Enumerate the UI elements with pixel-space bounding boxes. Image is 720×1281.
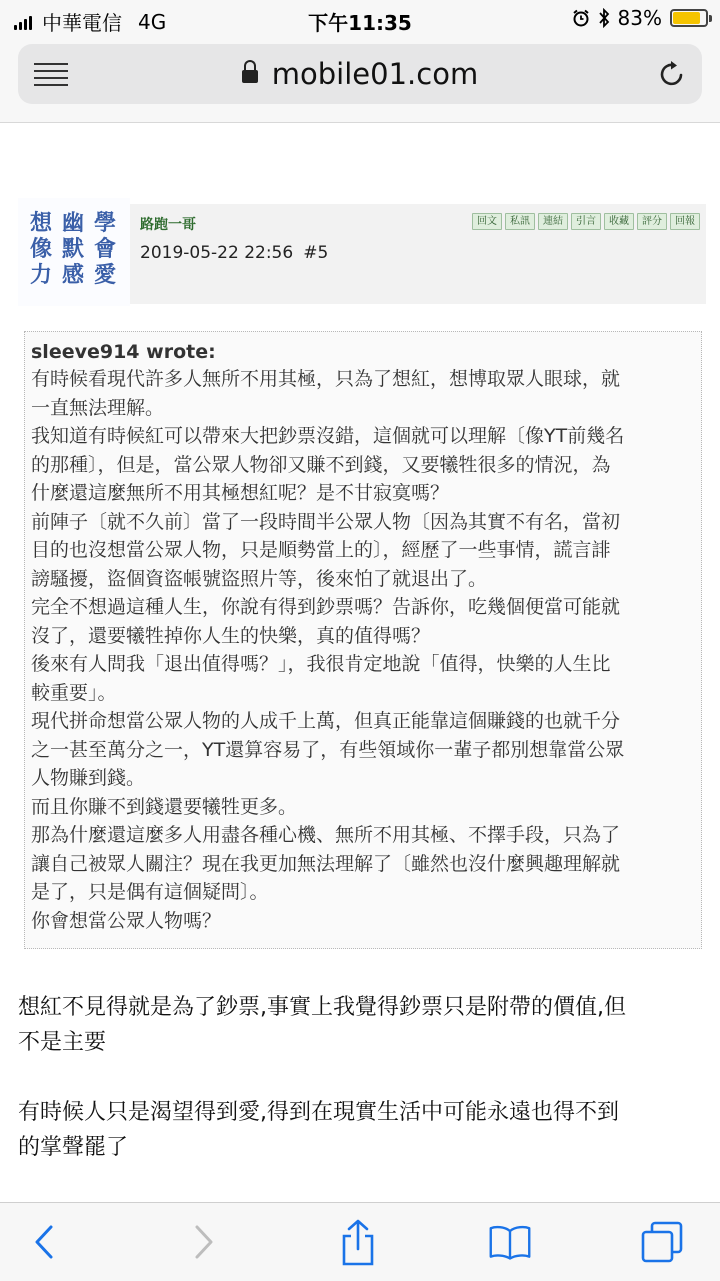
avatar-char: 想 — [30, 210, 53, 236]
carrier-name: 中華電信 — [42, 11, 122, 35]
avatar-char: 會 — [94, 236, 117, 262]
quote-line: 一直無法理解。 — [31, 396, 165, 419]
post-number[interactable]: #5 — [303, 243, 329, 263]
network-type: 4G — [138, 9, 167, 34]
reply-button[interactable]: 回文 — [472, 213, 502, 230]
alarm-icon — [572, 9, 590, 27]
reply-body — [18, 990, 708, 1165]
report-button[interactable]: 回報 — [670, 213, 700, 230]
url-text: mobile01.com — [271, 57, 479, 91]
browser-toolbar — [0, 1202, 720, 1281]
reply-line: 的掌聲罷了 — [18, 1135, 129, 1160]
paragraph-gap — [18, 1060, 708, 1095]
battery-percent: 83% — [617, 6, 662, 30]
quote-line: 我知道有時候紅可以帶來大把鈔票沒錯，這個就可以理解〔像YT前幾名 — [31, 425, 625, 447]
reply-line: 不是主要 — [18, 1030, 107, 1055]
avatar-char: 力 — [30, 262, 53, 288]
quote-author: sleeve914 wrote: — [31, 341, 216, 363]
avatar-char: 愛 — [94, 262, 117, 288]
quote-line: 前陣子〔就不久前〕當了一段時間半公眾人物〔因為其實不有名，當初 — [31, 510, 621, 533]
quote-line: 有時候看現代許多人無所不用其極，只為了想紅，想博取眾人眼球，就 — [31, 368, 621, 390]
favorite-button[interactable]: 收藏 — [604, 213, 634, 230]
avatar[interactable] — [18, 198, 130, 306]
reply-line: 想紅不見得就是為了鈔票,事實上我覺得鈔票只是附帶的價值,但 — [18, 995, 626, 1020]
quote-line: 什麼還這麼無所不用其極想紅呢？是不甘寂寞嗎？ — [31, 482, 450, 504]
quote-line: 人物賺到錢。 — [31, 767, 146, 789]
reload-icon[interactable] — [656, 58, 688, 90]
quote-line: 謗騷擾，盜個資盜帳號盜照片等，後來怕了就退出了。 — [31, 567, 488, 590]
share-button[interactable] — [336, 1220, 380, 1264]
rate-button[interactable]: 評分 — [637, 213, 667, 230]
quote-block — [24, 331, 702, 949]
avatar-char: 學 — [94, 210, 117, 236]
quote-line: 較重要」。 — [31, 681, 117, 704]
quote-line: 是了，只是偶有這個疑問〕。 — [31, 881, 269, 903]
forward-icon — [193, 1224, 215, 1260]
quote-line: 完全不想過這種人生，你說有得到鈔票嗎？告訴你，吃幾個便當可能就 — [31, 596, 621, 618]
bluetooth-icon — [598, 8, 610, 28]
status-right — [572, 6, 708, 30]
private-message-button[interactable]: 私訊 — [505, 213, 535, 230]
avatar-char: 幽 — [62, 210, 85, 236]
back-button[interactable] — [22, 1220, 66, 1264]
avatar-char: 像 — [30, 236, 53, 262]
avatar-char: 感 — [62, 262, 85, 288]
address-bar[interactable] — [18, 44, 702, 104]
forward-button[interactable] — [182, 1220, 226, 1264]
quote-line: 那為什麼還這麼多人用盡各種心機、無所不用其極、不擇手段，只為了 — [31, 824, 621, 846]
quote-line: 現代拼命想當公眾人物的人成千上萬，但真正能靠這個賺錢的也就千分 — [31, 710, 621, 732]
bookmarks-button[interactable] — [488, 1220, 532, 1264]
status-bar — [0, 0, 720, 38]
quote-line: 你會想當公眾人物嗎？ — [31, 909, 222, 932]
tabs-button[interactable] — [640, 1220, 684, 1264]
back-icon — [33, 1224, 55, 1260]
tabs-icon — [640, 1220, 684, 1264]
url-display[interactable] — [18, 57, 702, 91]
quote-text — [31, 365, 695, 935]
avatar-calligraphy — [18, 198, 130, 306]
battery-icon — [670, 9, 708, 27]
avatar-char: 默 — [62, 236, 85, 262]
post-actions — [472, 213, 700, 230]
reply-line: 有時候人只是渴望得到愛,得到在現實生活中可能永遠也得不到 — [18, 1100, 619, 1125]
post-header — [130, 204, 706, 304]
status-time: 下午11:35 — [308, 11, 412, 35]
quote-line: 目的也沒想當公眾人物，只是順勢當上的〕，經歷了一些事情，謊言誹 — [31, 539, 611, 561]
quote-line: 沒了，還要犧牲掉你人生的快樂，真的值得嗎？ — [31, 624, 431, 647]
quote-line: 的那種〕，但是，當公眾人物卻又賺不到錢，又要犧牲很多的情況，為 — [31, 453, 611, 476]
post-meta — [140, 243, 328, 263]
share-icon — [338, 1218, 378, 1266]
post-author[interactable]: 路跑一哥 — [140, 217, 196, 233]
bookmarks-icon — [488, 1222, 532, 1262]
link-button[interactable]: 連結 — [538, 213, 568, 230]
quote-line: 後來有人問我「退出值得嗎？」，我很肯定地說「值得，快樂的人生比 — [31, 653, 611, 675]
quote-line: 而且你賺不到錢還要犧牲更多。 — [31, 795, 298, 818]
lock-icon — [242, 70, 258, 83]
post-datetime: 2019-05-22 22:56 — [140, 243, 294, 263]
quote-button[interactable]: 引言 — [571, 213, 601, 230]
browser-address-area — [0, 38, 720, 123]
quote-line: 讓自己被眾人關注？現在我更加無法理解了〔雖然也沒什麼興趣理解就 — [31, 852, 621, 875]
quote-line: 之一甚至萬分之一，YT還算容易了，有些領域你一輩子都別想靠當公眾 — [31, 738, 625, 761]
